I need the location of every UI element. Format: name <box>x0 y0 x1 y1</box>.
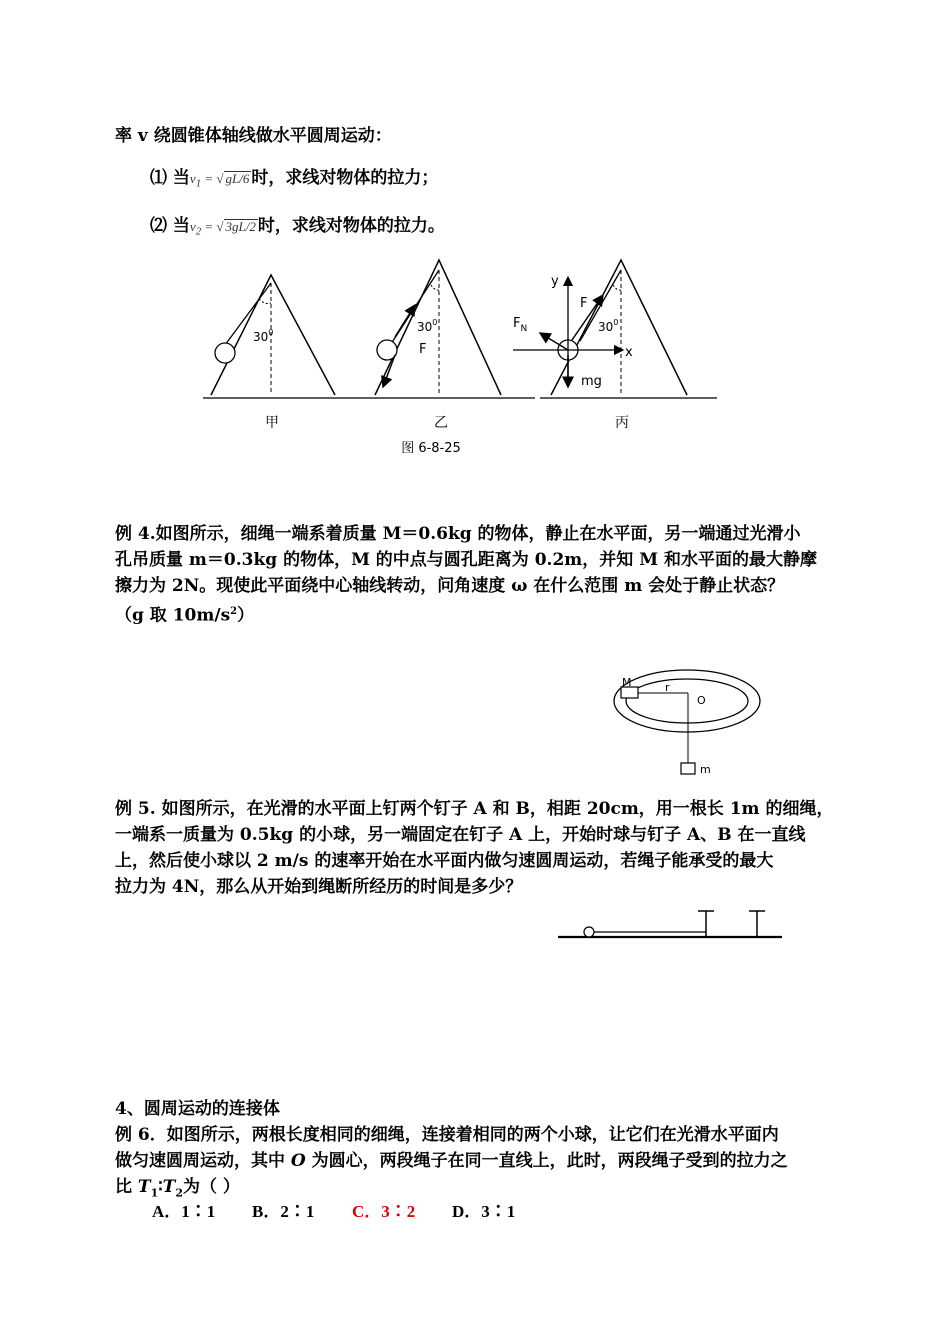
ex6-line-2b: 为圆心，两段绳子在同一直线上，此时，两段绳子受到的拉力之 <box>305 1151 788 1171</box>
section-4-text: 4、圆周运动的连接体 <box>115 1099 280 1119</box>
cone-jia <box>211 275 335 395</box>
ex6-t2: T <box>162 1177 176 1197</box>
rotating-plate-figure <box>608 665 768 777</box>
label-M: M <box>622 676 632 689</box>
ex4-sup: 2 <box>230 606 238 617</box>
label-jia: 甲 <box>265 415 279 431</box>
label-r: r <box>665 681 670 694</box>
y-axis-label: y <box>551 274 559 289</box>
q2-prefix: ⑵ 当 <box>150 216 190 236</box>
ex4-line-3: 擦力为 2N。现使此平面绕中心轴线转动，问角速度 ω 在什么范围 m 会处于静止状态？ <box>115 576 785 596</box>
ex5-line-3: 上，然后使小球以 2 m/s 的速率开始在水平面内做匀速圆周运动，若绳子能承受的最大 <box>115 851 774 871</box>
option-c: C．3∶2 <box>352 1202 416 1221</box>
ex6-center-o: O <box>290 1151 306 1171</box>
ex5-line-1: 例 5. 如图所示，在光滑的水平面上钉两个钉子 A 和 B，相距 20cm，用一根长 1m 的细绳， <box>115 799 834 819</box>
example-4 <box>115 521 850 629</box>
nails-figure <box>555 905 785 945</box>
ex6-t2-sub: 2 <box>175 1186 183 1200</box>
q2-formula: $v_2$ = √ 3gL/2 <box>189 219 256 238</box>
ex4-line-4 <box>115 599 850 629</box>
angle-label-bing: $30^0$ <box>598 318 619 334</box>
section-4-heading <box>115 1096 850 1122</box>
ex6-line-2a: 做匀速圆周运动，其中 <box>115 1151 291 1171</box>
q1-prefix: ⑴ 当 <box>150 168 190 188</box>
ex6-t1: T <box>137 1177 151 1197</box>
ex5-line-2: 一端系一质量为 0.5kg 的小球，另一端固定在钉子 A 上，开始时球与钉子 A、B 在一直线 <box>115 825 806 845</box>
sub-question-2 <box>150 211 445 238</box>
mg-label: mg <box>581 374 602 389</box>
q2-suffix: 时，求线对物体的拉力。 <box>257 216 445 236</box>
figure-caption: 图 6-8-25 <box>401 441 461 456</box>
block-m <box>681 763 695 774</box>
angle-label-yi: $30^0$ <box>417 318 438 334</box>
label-m: m <box>700 763 711 776</box>
cone-yi <box>375 260 501 395</box>
q1-sub: 1 <box>195 177 202 190</box>
ex6-line-1: 例 6．如图所示，两根长度相同的细绳，连接着相同的两个小球，让它们在光滑水平面内 <box>115 1125 779 1145</box>
label-bing: 丙 <box>615 415 629 431</box>
x-axis-label: x <box>625 345 633 360</box>
ex4-line-2: 孔吊质量 m＝0.3kg 的物体，M 的中点与圆孔距离为 0.2m，并知 M 和水平面的最大静摩 <box>115 550 817 570</box>
ex4-close-paren: ） <box>237 605 255 626</box>
ex5-line-4: 拉力为 4N，那么从开始到绳断所经历的时间是多少？ <box>115 877 523 897</box>
example-6 <box>115 1122 850 1206</box>
cone-bing <box>513 260 687 395</box>
inner-ellipse <box>626 679 748 723</box>
q1-var: v <box>189 171 196 186</box>
q1-suffix: 时，求线对物体的拉力； <box>251 168 439 188</box>
q2-var: v <box>189 219 196 234</box>
ball-jia <box>215 343 235 363</box>
label-yi: 乙 <box>434 415 448 431</box>
ex6-line-3a: 比 <box>115 1177 138 1197</box>
q2-eq: = <box>201 219 217 234</box>
q1-radicand: gL/6 <box>225 171 250 186</box>
option-d: D．3∶1 <box>452 1202 516 1221</box>
small-ball <box>584 927 594 937</box>
label-O: O <box>697 694 706 707</box>
ex4-g-text: （g 取 10m/s <box>115 605 231 626</box>
force-f-label-yi: F <box>419 342 427 357</box>
q2-sub: 2 <box>195 225 202 238</box>
cone-figure <box>195 255 725 465</box>
intro-text: 率 v 绕圆锥体轴线做水平圆周运动： <box>115 126 392 146</box>
option-b: B．2∶1 <box>252 1202 315 1221</box>
force-f-label-bing: F <box>580 296 588 311</box>
angle-label-jia: $30^0$ <box>253 328 274 344</box>
q1-formula: $v_1$ = √ gL/6 <box>189 171 250 190</box>
ex4-line-1: 例 4.如图所示，细绳一端系着质量 M＝0.6kg 的物体，静止在水平面，另一端通过光滑小 <box>115 524 801 544</box>
q2-radicand: 3gL/2 <box>225 219 256 234</box>
example-5 <box>115 796 850 900</box>
sub-question-1 <box>150 163 438 190</box>
ex6-line-3b: 为（ ） <box>182 1177 240 1197</box>
option-a: A．1∶1 <box>152 1202 216 1221</box>
fn-label: $F_N$ <box>513 316 528 334</box>
ex6-colon: ∶ <box>158 1177 163 1197</box>
ex6-line-2 <box>115 1148 850 1174</box>
ex6-t1-sub: 1 <box>150 1186 159 1200</box>
q1-eq: = <box>201 171 217 186</box>
intro-line <box>115 123 850 149</box>
